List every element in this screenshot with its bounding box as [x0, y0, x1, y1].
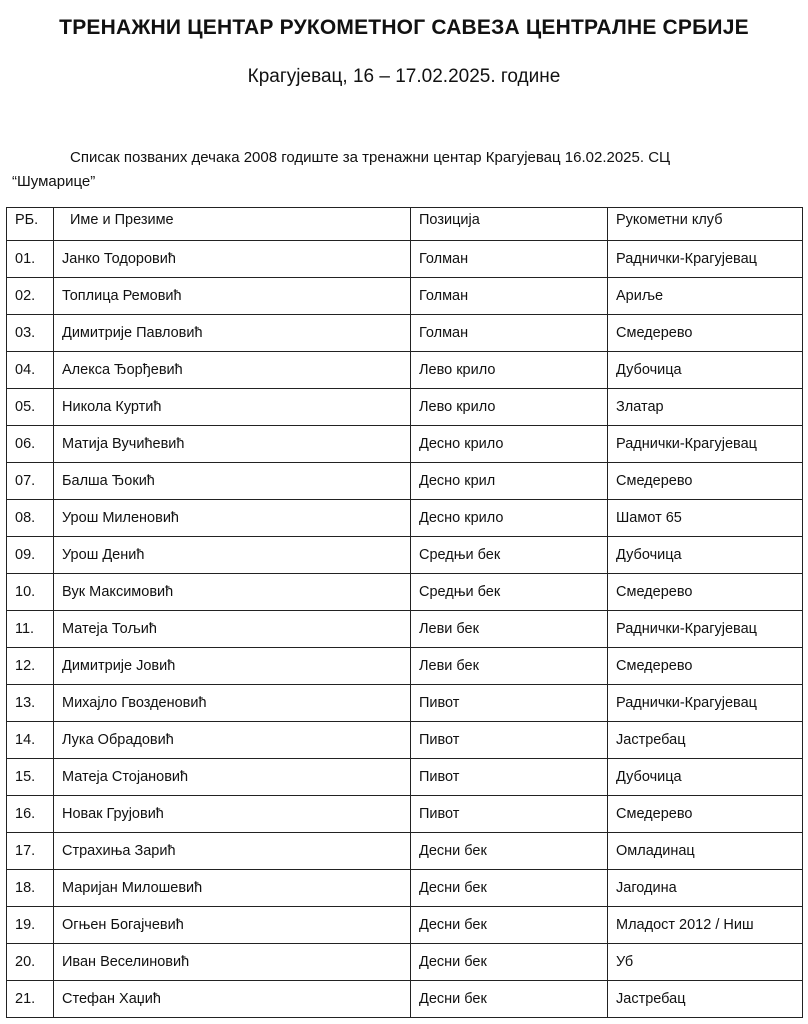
cell-club: Раднички-Крагујевац: [608, 611, 803, 648]
table-row: [7, 500, 803, 537]
table-row: [7, 685, 803, 722]
cell-club: Дубочица: [608, 759, 803, 796]
cell-name: Димитрије Јовић: [54, 648, 411, 685]
cell-club: Младост 2012 / Ниш: [608, 907, 803, 944]
table-row: [7, 870, 803, 907]
document-subtitle: Крагујевац, 16 – 17.02.2025. године: [247, 66, 561, 87]
cell-number: 01.: [7, 241, 54, 278]
cell-name: Лука Обрадовић: [54, 722, 411, 759]
cell-name: Михајло Гвозденовић: [54, 685, 411, 722]
cell-position: Десни бек: [411, 944, 608, 981]
cell-position: Голман: [411, 315, 608, 352]
cell-number: 09.: [7, 537, 54, 574]
cell-name: Урош Миленовић: [54, 500, 411, 537]
cell-number: 18.: [7, 870, 54, 907]
table-row: [7, 537, 803, 574]
table-row: [7, 389, 803, 426]
header-club: Рукометни клуб: [608, 208, 803, 241]
cell-club: Смедерево: [608, 796, 803, 833]
cell-number: 16.: [7, 796, 54, 833]
cell-number: 11.: [7, 611, 54, 648]
cell-name: Матеја Стојановић: [54, 759, 411, 796]
cell-club: Златар: [608, 389, 803, 426]
cell-club: Ариље: [608, 278, 803, 315]
cell-position: Пивот: [411, 759, 608, 796]
document-title: ТРЕНАЖНИ ЦЕНТАР РУКОМЕТНОГ САВЕЗА ЦЕНТРАЛНЕ СРБИЈЕ: [59, 16, 749, 39]
cell-position: Лево крило: [411, 352, 608, 389]
table-row: [7, 907, 803, 944]
cell-number: 06.: [7, 426, 54, 463]
cell-position: Леви бек: [411, 611, 608, 648]
intro-paragraph: [12, 146, 802, 194]
table-row: [7, 574, 803, 611]
cell-position: Леви бек: [411, 648, 608, 685]
players-table: [6, 207, 803, 1018]
cell-club: Смедерево: [608, 648, 803, 685]
cell-position: Десни бек: [411, 833, 608, 870]
cell-name: Страхиња Зарић: [54, 833, 411, 870]
table-row: [7, 759, 803, 796]
cell-number: 17.: [7, 833, 54, 870]
table-row: [7, 981, 803, 1018]
cell-position: Средњи бек: [411, 537, 608, 574]
cell-number: 10.: [7, 574, 54, 611]
table-row: [7, 352, 803, 389]
cell-number: 12.: [7, 648, 54, 685]
table-row: [7, 315, 803, 352]
table-row: [7, 796, 803, 833]
cell-position: Десни бек: [411, 907, 608, 944]
cell-club: Раднички-Крагујевац: [608, 685, 803, 722]
cell-position: Десни бек: [411, 870, 608, 907]
table-header-row: [7, 208, 803, 241]
cell-name: Балша Ђокић: [54, 463, 411, 500]
cell-club: Дубочица: [608, 537, 803, 574]
intro-line-2: “Шумарице”: [12, 173, 96, 190]
cell-number: 15.: [7, 759, 54, 796]
cell-name: Матеја Тољић: [54, 611, 411, 648]
cell-club: Шамот 65: [608, 500, 803, 537]
cell-club: Раднички-Крагујевац: [608, 241, 803, 278]
table-row: [7, 944, 803, 981]
cell-name: Алекса Ђорђевић: [54, 352, 411, 389]
cell-position: Десно крило: [411, 426, 608, 463]
cell-name: Димитрије Павловић: [54, 315, 411, 352]
cell-name: Новак Грујовић: [54, 796, 411, 833]
cell-position: Голман: [411, 278, 608, 315]
cell-club: Јагодина: [608, 870, 803, 907]
cell-number: 21.: [7, 981, 54, 1018]
cell-number: 04.: [7, 352, 54, 389]
cell-name: Топлица Ремовић: [54, 278, 411, 315]
table-row: [7, 648, 803, 685]
cell-position: Голман: [411, 241, 608, 278]
table-row: [7, 611, 803, 648]
header-name: Име и Презиме: [54, 208, 411, 241]
cell-number: 14.: [7, 722, 54, 759]
header-position: Позиција: [411, 208, 608, 241]
cell-club: Раднички-Крагујевац: [608, 426, 803, 463]
cell-number: 03.: [7, 315, 54, 352]
cell-club: Омладинац: [608, 833, 803, 870]
cell-position: Десно крил: [411, 463, 608, 500]
table-body: [7, 241, 803, 1018]
cell-number: 13.: [7, 685, 54, 722]
header-number: РБ.: [7, 208, 54, 241]
cell-number: 20.: [7, 944, 54, 981]
cell-club: Смедерево: [608, 463, 803, 500]
cell-number: 02.: [7, 278, 54, 315]
cell-number: 07.: [7, 463, 54, 500]
cell-club: Смедерево: [608, 315, 803, 352]
cell-position: Десно крило: [411, 500, 608, 537]
cell-number: 19.: [7, 907, 54, 944]
cell-name: Урош Денић: [54, 537, 411, 574]
table-row: [7, 833, 803, 870]
table-row: [7, 278, 803, 315]
cell-position: Средњи бек: [411, 574, 608, 611]
cell-position: Десни бек: [411, 981, 608, 1018]
intro-line-1: Списак позваних дечака 2008 годиште за тренажни центар Крагујевац 16.02.2025. СЦ: [70, 149, 671, 166]
table-row: [7, 241, 803, 278]
cell-name: Иван Веселиновић: [54, 944, 411, 981]
cell-position: Пивот: [411, 722, 608, 759]
cell-name: Јанко Тодоровић: [54, 241, 411, 278]
cell-name: Огњен Богајчевић: [54, 907, 411, 944]
cell-club: Уб: [608, 944, 803, 981]
cell-name: Стефан Хаџић: [54, 981, 411, 1018]
cell-club: Јастребац: [608, 722, 803, 759]
cell-position: Пивот: [411, 796, 608, 833]
cell-name: Матија Вучићевић: [54, 426, 411, 463]
cell-name: Вук Максимовић: [54, 574, 411, 611]
table-row: [7, 463, 803, 500]
cell-name: Никола Куртић: [54, 389, 411, 426]
cell-name: Маријан Милошевић: [54, 870, 411, 907]
table-row: [7, 722, 803, 759]
cell-position: Лево крило: [411, 389, 608, 426]
cell-number: 05.: [7, 389, 54, 426]
cell-club: Јастребац: [608, 981, 803, 1018]
cell-number: 08.: [7, 500, 54, 537]
cell-club: Дубочица: [608, 352, 803, 389]
cell-position: Пивот: [411, 685, 608, 722]
cell-club: Смедерево: [608, 574, 803, 611]
table-row: [7, 426, 803, 463]
